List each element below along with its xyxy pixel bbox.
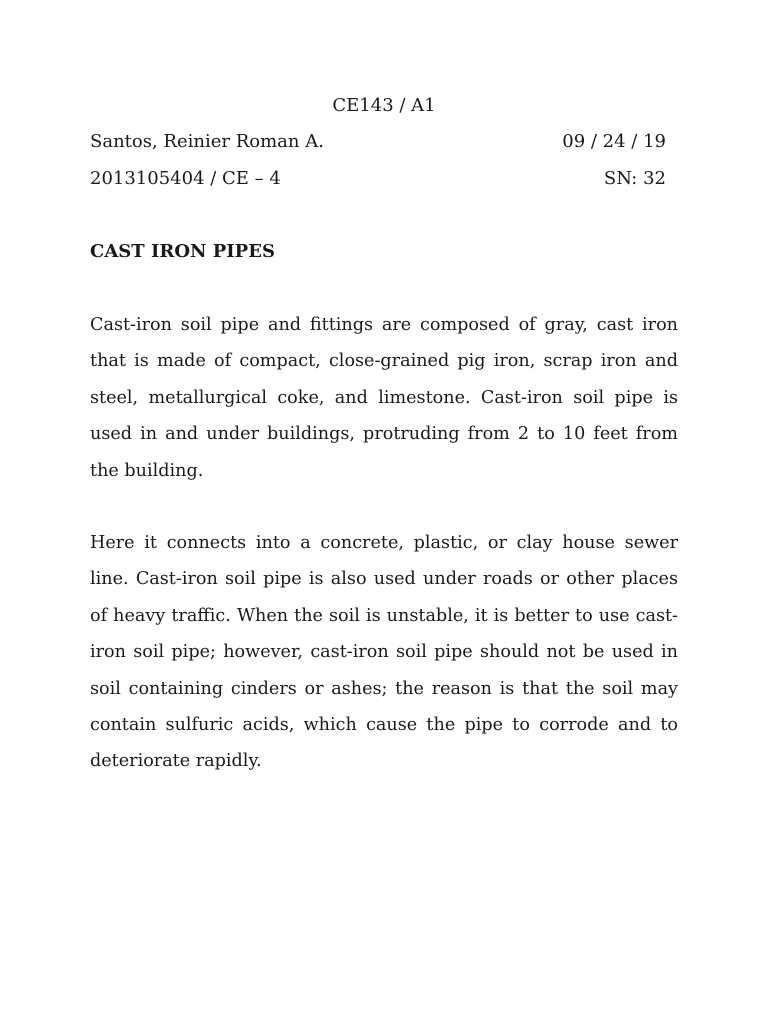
course-code: CE143 / A1 (332, 95, 436, 116)
document-title: CAST IRON PIPES (90, 241, 275, 262)
student-name: Santos, Reinier Roman A. (90, 131, 324, 152)
student-id: 2013105404 / CE – 4 (90, 168, 281, 189)
serial-number: SN: 32 (603, 168, 666, 189)
id-serial-row (90, 166, 666, 192)
name-date-row (90, 129, 666, 155)
paragraph: Cast-iron soil pipe and fittings are composed of gray, cast iron that is made of compact, close-grained pig iron, scrap iron and steel, metallurgical coke, and limestone. Cast-iron soil pipe is used in and under buildings, protruding from 2 to 10 feet from the building. (90, 315, 678, 481)
paragraph: Here it connects into a concrete, plastic, or clay house sewer line. Cast-iron soil pipe is also used under roads or other places of heavy traffic. When the soil is unstable, it is better to use cast- iron soil pipe; however, cast-iron soil pipe should not be used in soil containing cinders or ashes; the reason is that the soil may contain sulfuric acids, which cause the pipe to corrode and to deteriorate rapidly. (90, 533, 678, 772)
submission-date: 09 / 24 / 19 (562, 131, 666, 152)
